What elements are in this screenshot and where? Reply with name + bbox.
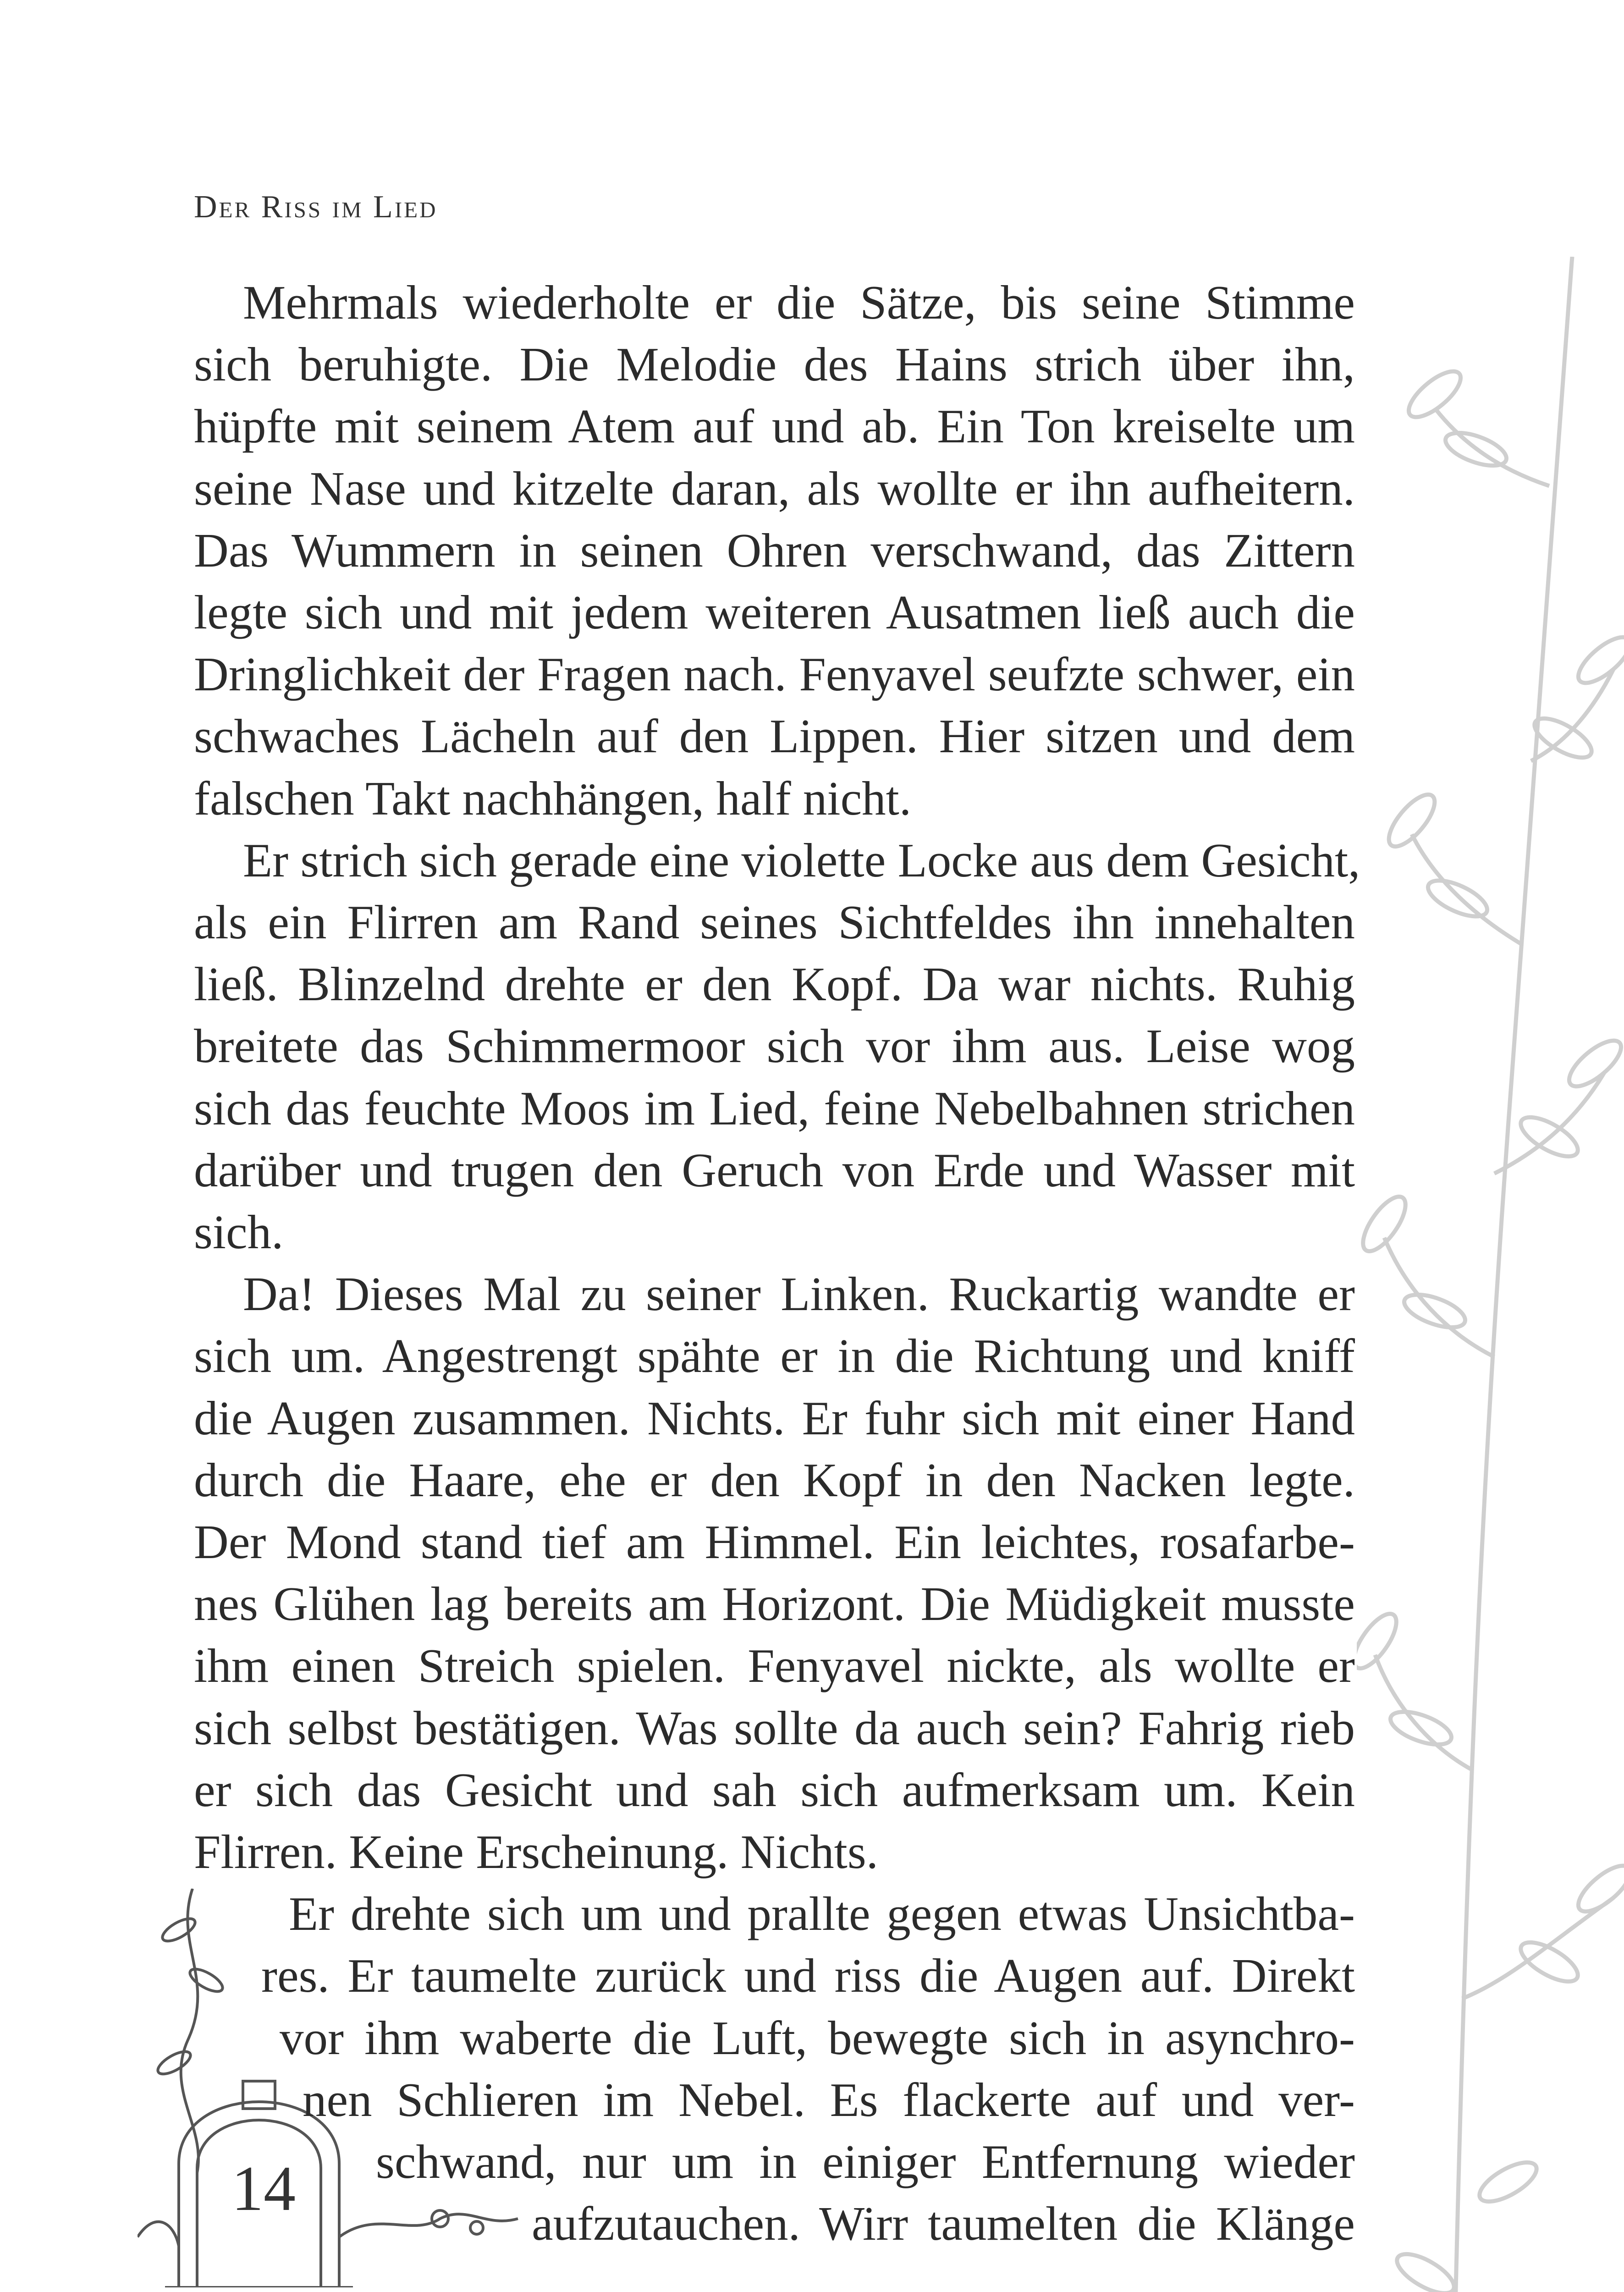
text-line: ihm einen Streich spielen. Fenyavel nickte, als wollte er — [194, 1639, 1355, 1693]
text-line: Er strich sich gerade eine violette Locke aus dem Gesicht, — [243, 833, 1360, 887]
text-line: als ein Flirren am Rand seines Sichtfeldes ihn innehalten — [194, 895, 1355, 949]
text-line: Dringlichkeit der Fragen nach. Fenyavel seufzte schwer, ein — [194, 647, 1355, 701]
text-line: ließ. Blinzelnd drehte er den Kopf. Da war nichts. Ruhig — [194, 957, 1355, 1011]
text-line: er sich das Gesicht und sah sich aufmerksam um. Kein — [194, 1763, 1355, 1817]
page-number: 14 — [231, 2153, 296, 2224]
text-line: schwand, nur um in einiger Entfernung wieder — [376, 2135, 1355, 2188]
text-line: vor ihm waberte die Luft, bewegte sich in asynchro- — [280, 2011, 1355, 2065]
text-line: schwaches Lächeln auf den Lippen. Hier sitzen und dem — [194, 709, 1355, 763]
text-line: seine Nase und kitzelte daran, als wollte er ihn aufheitern. — [194, 461, 1355, 515]
text-line: Flirren. Keine Erscheinung. Nichts. — [194, 1825, 878, 1879]
text-line: falschen Takt nachhängen, half nicht. — [194, 771, 912, 825]
text-line: durch die Haare, ehe er den Kopf in den Nacken legte. — [194, 1453, 1355, 1507]
text-line: sich selbst bestätigen. Was sollte da auch sein? Fahrig rieb — [194, 1701, 1355, 1755]
text-line: hüpfte mit seinem Atem auf und ab. Ein Ton kreiselte um — [194, 399, 1355, 453]
text-line: Er drehte sich um und prallte gegen etwas Unsichtba- — [289, 1887, 1355, 1941]
text-line: sich beruhigte. Die Melodie des Hains strich über ihn, — [194, 337, 1355, 391]
text-line: sich das feuchte Moos im Lied, feine Nebelbahnen strichen — [194, 1081, 1355, 1135]
text-line: legte sich und mit jedem weiteren Ausatmen ließ auch die — [194, 585, 1355, 639]
text-line: aufzutauchen. Wirr taumelten die Klänge — [532, 2197, 1355, 2251]
text-line: Das Wummern in seinen Ohren verschwand, das Zittern — [194, 523, 1355, 577]
text-line: breitete das Schimmermoor sich vor ihm aus. Leise wog — [194, 1019, 1355, 1073]
text-line: darüber und trugen den Geruch von Erde und Wasser mit — [194, 1143, 1355, 1197]
text-line: nen Schlieren im Nebel. Es flackerte auf und ver- — [303, 2072, 1355, 2127]
text-line: die Augen zusammen. Nichts. Er fuhr sich mit einer Hand — [194, 1391, 1355, 1445]
running-header: Der Riss im Lied — [194, 189, 438, 225]
text-line: Mehrmals wiederholte er die Sätze, bis seine Stimme — [243, 275, 1355, 329]
text-line: nes Glühen lag bereits am Horizont. Die Müdigkeit musste — [194, 1577, 1355, 1631]
text-line: Da! Dieses Mal zu seiner Linken. Ruckartig wandte er — [243, 1267, 1355, 1321]
text-line: sich. — [194, 1205, 284, 1259]
leaf-vine-ornament-icon — [1357, 257, 1624, 2292]
text-line: Der Mond stand tief am Himmel. Ein leichtes, rosafarbe- — [194, 1515, 1355, 1569]
text-line: res. Er taumelte zurück und riss die Augen auf. Direkt — [261, 1949, 1355, 2003]
text-line: sich um. Angestrengt spähte er in die Richtung und kniff — [194, 1329, 1355, 1383]
